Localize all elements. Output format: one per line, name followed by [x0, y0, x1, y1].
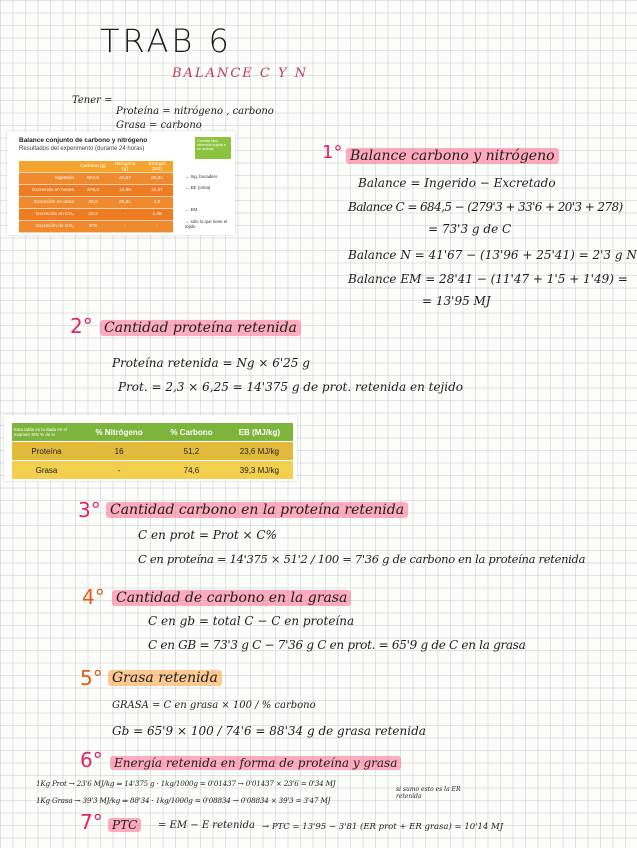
table-row — [19, 197, 173, 209]
row-label: Ingestión — [19, 173, 77, 185]
section-7-line: = EM − E retenida — [158, 820, 255, 831]
section-6-heading: Energía retenida en forma de proteína y grasa — [110, 756, 401, 770]
cell: 279,3 — [77, 185, 109, 197]
cell: 13,96 — [109, 185, 141, 197]
row-label: Excreción en heces — [19, 185, 77, 197]
cell: 74,6 — [157, 461, 226, 480]
table-subheading: Resultados del experimento (durante 24 horas) — [19, 146, 145, 152]
table-row — [12, 461, 293, 480]
table-corner-note: Esta tabla es la dada en el examen SIN % de N — [12, 423, 81, 442]
section-4-heading: Cantidad de carbono en la grasa — [112, 590, 351, 606]
table-header-cell: % Nitrógeno — [81, 423, 157, 442]
row-label: Excreción de CO₂ — [19, 221, 77, 233]
section-5-line: Gb = 65'9 × 100 / 74'6 = 88'34 g de grasa retenida — [112, 724, 426, 738]
section-2-line: Proteína retenida = Ng × 6'25 g — [112, 356, 310, 370]
cell: 278 — [77, 221, 109, 233]
section-4-line: C en gb = total C − C en proteína — [148, 614, 355, 628]
cell: - — [109, 221, 141, 233]
cell: - — [141, 221, 173, 233]
section-7-line: → PTC = 13'95 − 3'81 (ER prot + ER grasa) = 10'14 MJ — [262, 822, 504, 832]
section-2-heading: Cantidad proteína retenida — [100, 320, 301, 336]
section-6-number: 6° — [80, 748, 103, 772]
section-1-line: Balance N = 41'67 − (13'96 + 25'41) = 2'3 g N — [348, 248, 637, 262]
section-2-line: Prot. = 2,3 × 6,25 = 14'375 g de prot. retenida en tejido — [118, 380, 464, 394]
table-side-note: → EM — [185, 207, 198, 212]
section-6-side-note: si sumo esto es la ER retenida — [396, 786, 461, 800]
cell: 16 — [81, 442, 157, 461]
tener-label: Tener = — [72, 95, 113, 106]
cell: 51,2 — [157, 442, 226, 461]
section-4-line: C en GB = 73'3 g C − 7'36 g C en prot. = 65'9 g de C en la grasa — [148, 638, 526, 652]
cell: 1,49 — [141, 209, 173, 221]
cell: 25,41 — [109, 197, 141, 209]
cell: 28,41 — [141, 173, 173, 185]
section-2-number: 2° — [70, 314, 93, 338]
cell: 23,6 MJ/kg — [226, 442, 293, 461]
section-5-heading: Grasa retenida — [108, 670, 222, 686]
section-1-line: = 73'3 g de C — [428, 222, 512, 236]
tener-item: Grasa = carbono — [116, 120, 202, 131]
cell: 684,5 — [77, 173, 109, 185]
cell: 41,67 — [109, 173, 141, 185]
cell: 20,3 — [77, 209, 109, 221]
table-header-cell — [19, 161, 77, 173]
cell: 1,5 — [141, 197, 173, 209]
composition-table — [4, 415, 297, 481]
row-label: Grasa — [12, 461, 81, 480]
table-row — [19, 221, 173, 233]
section-1-heading: Balance carbono y nitrógeno — [346, 148, 559, 164]
section-5-number: 5° — [80, 666, 103, 690]
row-label: Excreción en orina — [19, 197, 77, 209]
section-3-number: 3° — [78, 498, 101, 522]
section-7-heading: PTC — [108, 818, 141, 832]
table-row — [12, 442, 293, 461]
table-side-note: → Ing. bocadero — [185, 174, 218, 179]
table-row — [19, 173, 173, 185]
section-1-line: Balance EM = 28'41 − (11'47 + 1'5 + 1'49) = — [348, 272, 628, 286]
section-3-heading: Cantidad carbono en la proteína retenida — [106, 502, 408, 518]
section-1-number: 1° — [322, 142, 343, 163]
table-header-cell: % Carbono — [157, 423, 226, 442]
row-label: Proteína — [12, 442, 81, 461]
table-note: Comida fácil obtenida sujeta a un animal — [195, 137, 231, 159]
table-side-note: → sólo lo que tiene el tejido — [185, 219, 228, 229]
table-row — [19, 185, 173, 197]
tener-item: Proteína = nitrógeno , carbono — [116, 106, 274, 117]
table-header-cell: Nitrógeno (g) — [109, 161, 141, 173]
section-1-line: Balance = Ingerido − Excretado — [358, 176, 556, 190]
cell: - — [109, 209, 141, 221]
table-row — [19, 209, 173, 221]
cell: - — [81, 461, 157, 480]
table-heading: Balance conjunto de carbono y nitrógeno — [19, 137, 148, 144]
section-1-line: = 13'95 MJ — [422, 294, 491, 308]
cell: 33,6 — [77, 197, 109, 209]
table-header-cell: Energía (MJ) — [141, 161, 173, 173]
section-3-line: C en proteína = 14'375 × 51'2 / 100 = 7'36 g de carbono en la proteína retenida — [138, 552, 586, 566]
cell: 39,3 MJ/kg — [226, 461, 293, 480]
section-5-line: GRASA = C en grasa × 100 / % carbono — [112, 700, 316, 711]
section-4-number: 4° — [82, 585, 105, 609]
section-6-line: 1Kg Prot → 23'6 MJ/kg ⇒ 14'375 g · 1kg/1000g = 0'01437 → 0'01437 × 23'6 = 0'34 MJ — [36, 779, 336, 788]
section-6-line: 1Kg Grasa → 39'3 MJ/kg ⇒ 88'34 · 1kg/1000g = 0'08834 → 0'08834 × 39'3 = 3'47 MJ — [36, 796, 331, 805]
page-title: TRAB 6 — [100, 22, 232, 60]
section-3-line: C en prot = Prot × C% — [138, 528, 277, 542]
table-side-note: → EE (orina) — [185, 185, 211, 190]
table-header-cell: EB (MJ/kg) — [226, 423, 293, 442]
section-7-number: 7° — [80, 810, 103, 834]
page-subtitle: BALANCE C Y N — [172, 66, 309, 81]
table-header-cell: Carbono (g) — [77, 161, 109, 173]
row-label: Excreción en CH₄ — [19, 209, 77, 221]
carbon-nitrogen-balance-table — [7, 131, 235, 235]
cell: 11,47 — [141, 185, 173, 197]
section-1-line: Balance C = 684,5 − (279'3 + 33'6 + 20'3 + 278) — [348, 200, 623, 214]
